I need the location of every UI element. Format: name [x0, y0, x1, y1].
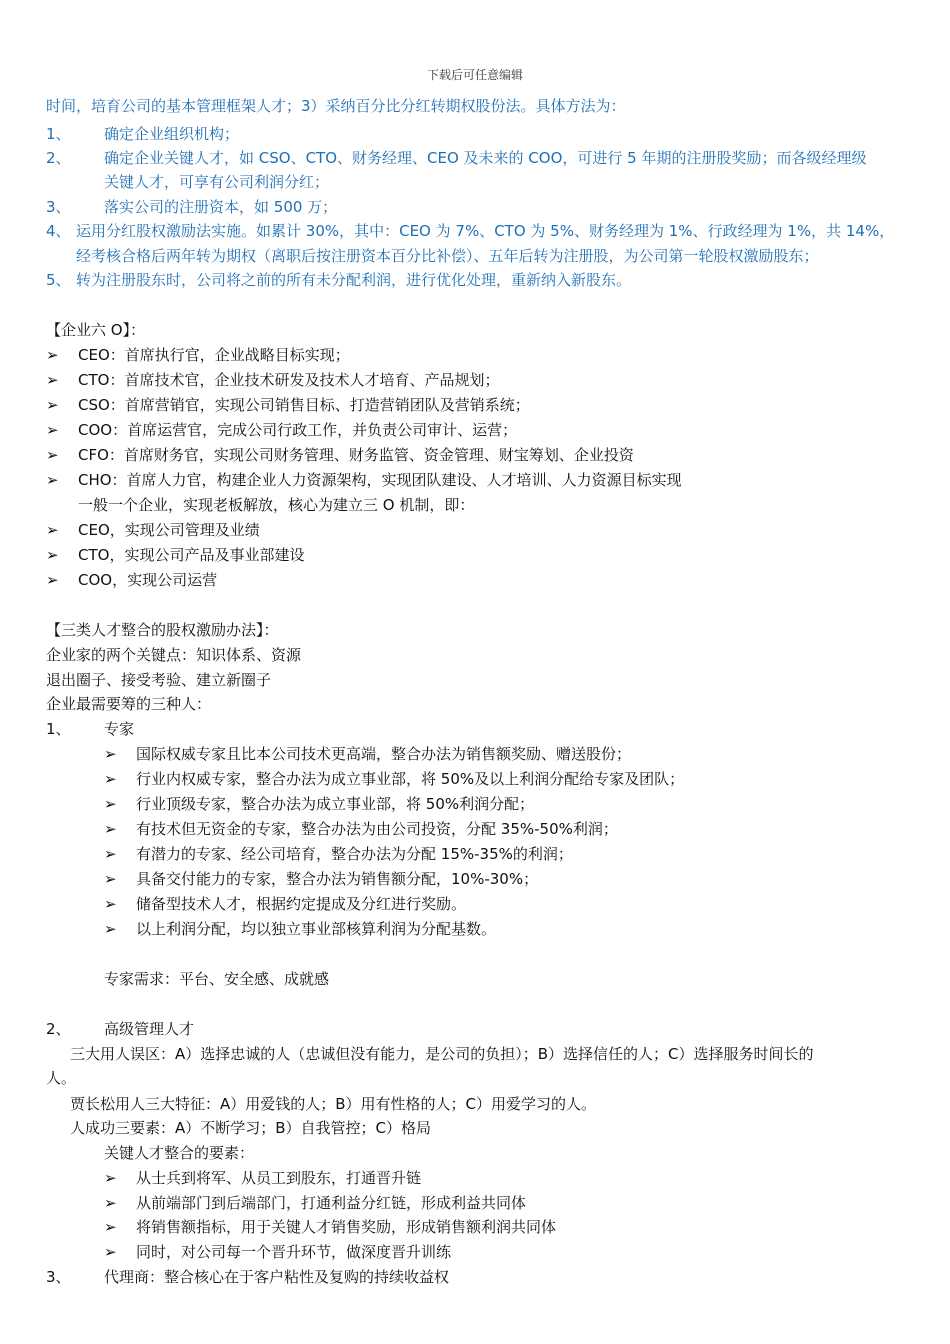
page-header: 下载后可任意编辑 — [426, 68, 523, 82]
arrow-bullet-icon: ➢ — [104, 795, 117, 813]
paragraph: 企业最需要筹的三种人： — [46, 695, 212, 713]
talent-item: ➢ 同时，对公司每一个晋升环节，做深度晋升训练 — [104, 1243, 452, 1261]
item-text: 确定企业关键人才，如 CSO、CTO、财务经理、CEO 及未来的 COO，可进行 5 年期的注册股奖励；而各级经理级 — [104, 149, 867, 167]
item-text: 运用分红股权激励法实施。如累计 30%，其中：CEO 为 7%、CTO 为 5%、财务经理为 1%、行政经理为 1%，共 14%， — [76, 222, 895, 240]
arrow-bullet-icon: ➢ — [104, 870, 117, 888]
expert-need: 专家需求：平台、安全感、成就感 — [104, 970, 330, 988]
paragraph: 关键人才整合的要素： — [104, 1144, 255, 1162]
intro-item-5 — [46, 270, 631, 290]
subsection-3-heading: 3、 代理商：整合核心在于客户粘性及复购的持续收益权 — [46, 1268, 450, 1286]
intro-item-4-cont: 经考核合格后两年转为期权（离职后按注册资本百分比补偿）、五年后转为注册股，为公司第一轮股权激励股东； — [76, 247, 819, 265]
paragraph: 三大用人误区：A）选择忠诚的人（忠诚但没有能力，是公司的负担）；B）选择信任的人；C）选择服务时间长的 — [70, 1045, 814, 1063]
intro-item-2 — [46, 148, 866, 168]
expert-item: ➢ 有潜力的专家、经公司培育，整合办法为分配 15%-35%的利润； — [104, 845, 573, 863]
arrow-bullet-icon: ➢ — [104, 1218, 117, 1236]
arrow-bullet-icon: ➢ — [104, 920, 117, 938]
item-number: 1、 — [46, 125, 71, 143]
expert-item: ➢ 行业顶级专家，整合办法为成立事业部，将 50%利润分配； — [104, 795, 535, 813]
item-text: 转为注册股东时，公司将之前的所有未分配利润，进行优化处理，重新纳入新股东。 — [76, 271, 632, 289]
section-title-six-o: 【企业六 O】： — [46, 321, 146, 339]
arrow-bullet-icon: ➢ — [46, 371, 59, 389]
six-o-item: ➢ CFO：首席财务官，实现公司财务管理、财务监管、资金管理、财宝筹划、企业投资 — [46, 446, 634, 464]
arrow-bullet-icon: ➢ — [46, 446, 59, 464]
arrow-bullet-icon: ➢ — [46, 396, 59, 414]
item-number: 4、 — [46, 222, 71, 240]
arrow-bullet-icon: ➢ — [104, 770, 117, 788]
intro-line: 时间，培育公司的基本管理框架人才；3）采纳百分比分红转期权股份法。具体方法为： — [46, 97, 626, 115]
six-o-item: ➢ COO：首席运营官，完成公司行政工作，并负责公司审计、运营； — [46, 421, 518, 439]
item-text: 确定企业组织机构； — [104, 125, 240, 143]
paragraph: 贾长松用人三大特征：A）用爱钱的人；B）用有性格的人；C）用爱学习的人。 — [70, 1095, 597, 1113]
three-o-item: ➢ CTO，实现公司产品及事业部建设 — [46, 546, 305, 564]
talent-item: ➢ 从士兵到将军、从员工到股东，打通晋升链 — [104, 1169, 422, 1187]
arrow-bullet-icon: ➢ — [104, 1243, 117, 1261]
talent-item: ➢ 从前端部门到后端部门，打通利益分红链，形成利益共同体 — [104, 1194, 527, 1212]
expert-item: ➢ 国际权威专家且比本公司技术更高端，整合办法为销售额奖励、赠送股份； — [104, 745, 632, 763]
six-o-item: ➢ CHO：首席人力官，构建企业人力资源架构，实现团队建设、人才培训、人力资源目标实现 — [46, 471, 682, 489]
item-number: 5、 — [46, 271, 71, 289]
arrow-bullet-icon: ➢ — [46, 571, 59, 589]
arrow-bullet-icon: ➢ — [104, 820, 117, 838]
arrow-bullet-icon: ➢ — [46, 346, 59, 364]
paragraph: 企业家的两个关键点：知识体系、资源 — [46, 646, 302, 664]
item-text: 落实公司的注册资本，如 500 万； — [104, 198, 338, 216]
expert-item: ➢ 以上利润分配，均以独立事业部核算利润为分配基数。 — [104, 920, 497, 938]
intro-item-1 — [46, 124, 239, 144]
intro-item-3 — [46, 197, 337, 217]
subsection-2-heading: 2、 高级管理人才 — [46, 1020, 195, 1038]
intro-item-4 — [46, 221, 894, 241]
arrow-bullet-icon: ➢ — [46, 521, 59, 539]
arrow-bullet-icon: ➢ — [104, 745, 117, 763]
item-number: 3、 — [46, 198, 71, 216]
subsection-1-heading: 1、 专家 — [46, 720, 135, 738]
expert-item: ➢ 行业内权威专家，整合办法为成立事业部，将 50%及以上利润分配给专家及团队； — [104, 770, 685, 788]
arrow-bullet-icon: ➢ — [46, 546, 59, 564]
arrow-bullet-icon: ➢ — [104, 845, 117, 863]
item-number: 2、 — [46, 149, 71, 167]
arrow-bullet-icon: ➢ — [104, 895, 117, 913]
expert-item: ➢ 具备交付能力的专家，整合办法为销售额分配，10%-30%； — [104, 870, 539, 888]
expert-item: ➢ 有技术但无资金的专家，整合办法为由公司投资，分配 35%-50%利润； — [104, 820, 618, 838]
paragraph-cont: 人。 — [46, 1069, 77, 1087]
arrow-bullet-icon: ➢ — [46, 471, 59, 489]
six-o-item: ➢ CEO：首席执行官，企业战略目标实现； — [46, 346, 350, 364]
arrow-bullet-icon: ➢ — [104, 1194, 117, 1212]
section-title-three-types: 【三类人才整合的股权激励办法】： — [46, 621, 279, 639]
three-o-item: ➢ COO，实现公司运营 — [46, 571, 218, 589]
six-o-item: ➢ CTO：首席技术官，企业技术研发及技术人才培育、产品规划； — [46, 371, 500, 389]
arrow-bullet-icon: ➢ — [46, 421, 59, 439]
arrow-bullet-icon: ➢ — [104, 1169, 117, 1187]
paragraph: 人成功三要素：A）不断学习；B）自我管控；C）格局 — [70, 1119, 432, 1137]
six-o-note: 一般一个企业，实现老板解放，核心为建立三 O 机制，即： — [78, 496, 475, 514]
intro-item-2-cont: 关键人才，可享有公司利润分红； — [104, 173, 330, 191]
paragraph: 退出圈子、接受考验、建立新圈子 — [46, 671, 272, 689]
expert-item: ➢ 储备型技术人才，根据约定提成及分红进行奖励。 — [104, 895, 467, 913]
talent-item: ➢ 将销售额指标，用于关键人才销售奖励，形成销售额利润共同体 — [104, 1218, 557, 1236]
six-o-item: ➢ CSO：首席营销官，实现公司销售目标、打造营销团队及营销系统； — [46, 396, 530, 414]
three-o-item: ➢ CEO，实现公司管理及业绩 — [46, 521, 260, 539]
